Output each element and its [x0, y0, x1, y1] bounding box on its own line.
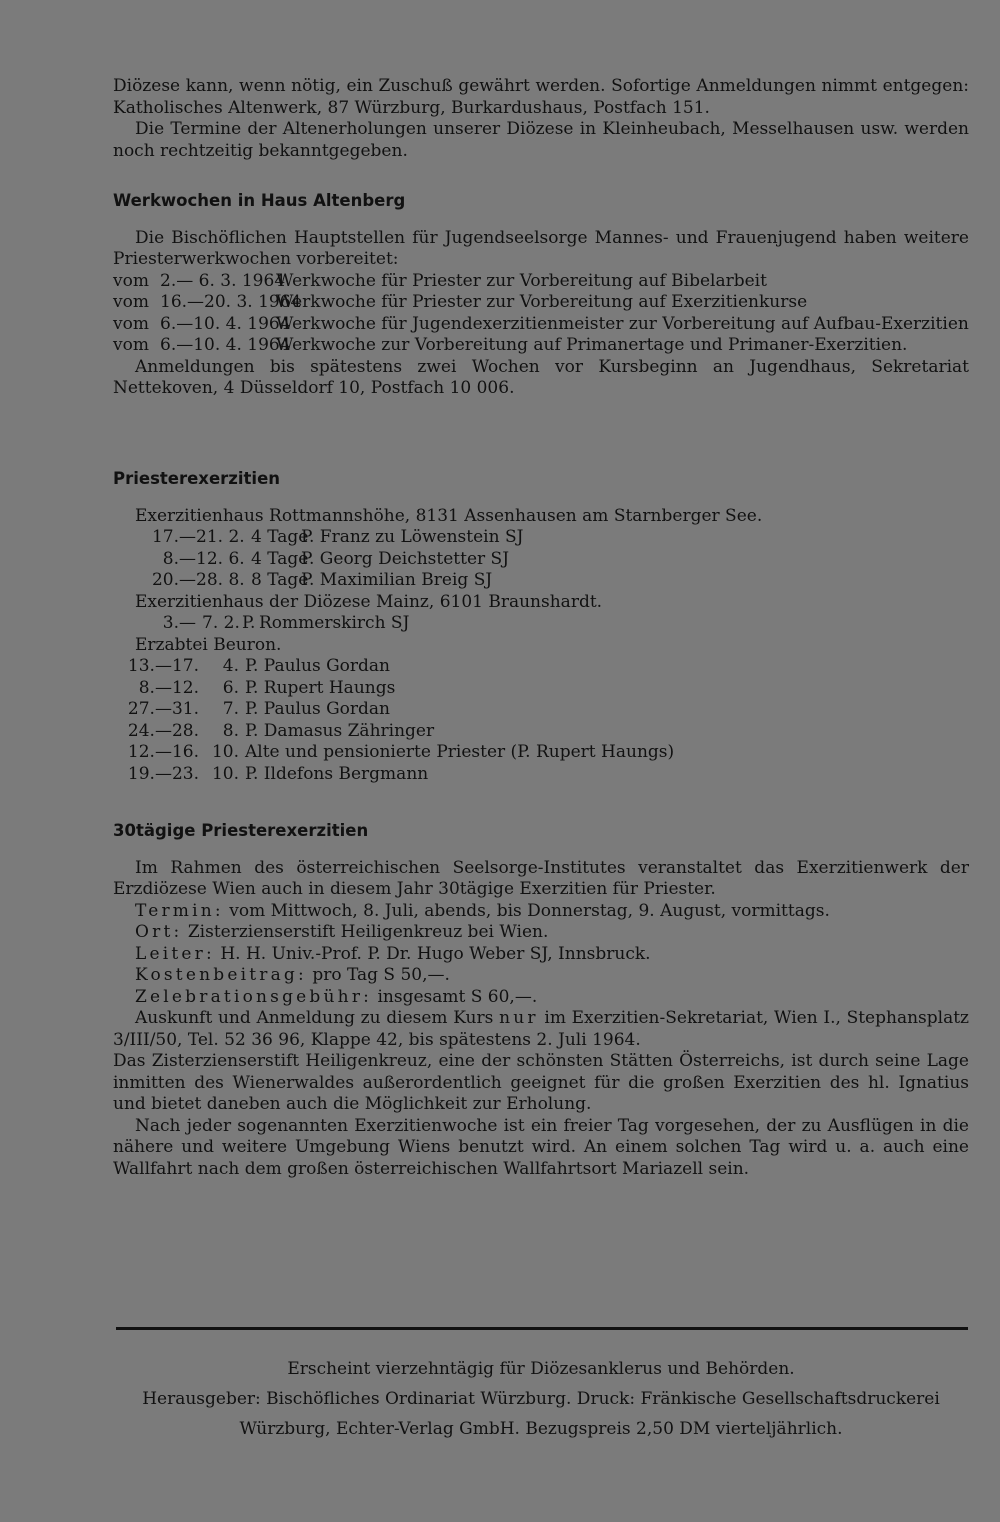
- schedule-vom: vom: [113, 313, 149, 334]
- course-row: [113, 549, 969, 571]
- schedule-row: [113, 335, 969, 357]
- auskunft-b: im Exerzitien-Sekretariat, Wien I., Stephansplatz 3/III/50, Tel. 52 36 96, Klappe 42, bis spätestens 2. Juli 1964.: [113, 1008, 969, 1050]
- course-leader-prefix: P.: [242, 613, 256, 633]
- schedule-desc: Werkwoche für Priester zur Vorbereitung auf Exerzitienkurse: [276, 292, 808, 312]
- footer: [113, 1354, 969, 1444]
- schedule-row: [113, 292, 969, 314]
- course-leader: P. Franz zu Löwenstein SJ: [301, 527, 524, 547]
- course-row: [113, 764, 969, 786]
- course-month: 4.: [222, 656, 239, 676]
- kosten-value: pro Tag S 50,—.: [312, 965, 450, 985]
- course-duration: 4 Tage: [251, 527, 309, 547]
- course-month: 6.: [222, 677, 239, 698]
- intro-section: [113, 76, 969, 162]
- course-leader: Alte und pensionierte Priester (P. Rupert Haungs): [245, 742, 675, 762]
- course-row: [113, 699, 969, 721]
- auskunft-nur: nur: [499, 1008, 539, 1028]
- course-start: 20.—: [151, 570, 196, 590]
- priesterexerzitien-section: [113, 468, 969, 785]
- course-start: 8.—: [162, 548, 196, 569]
- schedule-date: 16.—20. 3. 1964: [160, 292, 302, 312]
- course-leader: Rommerskirch SJ: [259, 613, 410, 633]
- leiter-label: Leiter:: [135, 943, 215, 964]
- course-leader: P. Damasus Zähringer: [245, 720, 435, 741]
- termin-value: vom Mittwoch, 8. Juli, abends, bis Donnerstag, 9. August, vormittags.: [229, 900, 830, 921]
- intro-paragraph-1: Diözese kann, wenn nötig, ein Zuschuß gewährt werden. Sofortige Anmeldungen nimmt entgegen: Katholisches Altenwerk, 87 Würzburg, Burkardushaus, Postfach 151.: [113, 76, 969, 118]
- course-dates: 13.—17.: [127, 656, 199, 676]
- course-dates: 8.—12.: [138, 677, 199, 698]
- werkwochen-heading: Werkwochen in Haus Altenberg: [113, 191, 406, 210]
- ort-line: [113, 922, 969, 944]
- course-leader: P. Paulus Gordan: [245, 656, 390, 676]
- dreissig-section: [113, 820, 969, 1180]
- werkwochen-schedule: [113, 271, 969, 357]
- auskunft-paragraph: [113, 1008, 969, 1051]
- course-month: 10.: [211, 742, 239, 762]
- course-end: 7. 2.: [202, 613, 240, 633]
- course-start: 3.—: [162, 613, 196, 633]
- course-end: 28. 8.: [196, 570, 245, 590]
- werkwochen-intro: Die Bischöflichen Hauptstellen für Jugendseelsorge Mannes- und Frauenjugend haben weitere Priesterwerkwochen vorbereitet:: [113, 227, 969, 269]
- course-dates: 12.—16.: [127, 742, 199, 762]
- schedule-desc: Werkwoche für Priester zur Vorbereitung auf Bibelarbeit: [276, 270, 767, 291]
- ort-value: Zisterzienserstift Heiligenkreuz bei Wien.: [187, 922, 549, 942]
- course-start: 17.—: [151, 527, 196, 547]
- footer-line-2: Herausgeber: Bischöfliches Ordinariat Würzburg. Druck: Fränkische Gesellschaftsdruckerei Würzburg, Echter-Verlag GmbH. Bezugspreis 2,50 DM vierteljährlich.: [142, 1389, 940, 1439]
- ausflug-paragraph: Nach jeder sogenannten Exerzitienwoche ist ein freier Tag vorgesehen, der zu Ausflügen in die nähere und weitere Umgebung Wiens benutzt wird. An einem solchen Tag wird u. a. auch eine Wallfahrt nach dem großen österreichischen Wallfahrtsort Mariazell sein.: [113, 1115, 969, 1179]
- zeleb-value: insgesamt S 60,—.: [377, 986, 538, 1007]
- heiligenkreuz-paragraph: Das Zisterzienserstift Heiligenkreuz, eine der schönsten Stätten Österreichs, ist durch seine Lage inmitten des Wienerwaldes außerordentlich geeignet für die großen Exerzitien des hl. Ignatius und bietet daneben auch die Möglichkeit zur Erholung.: [113, 1051, 969, 1114]
- course-month: 10.: [211, 763, 239, 784]
- course-row: [113, 527, 969, 549]
- dreissig-intro: Im Rahmen des österreichischen Seelsorge-Institutes veranstaltet das Exerzitienwerk der Erzdiözese Wien auch in diesem Jahr 30tägige Exerzitien für Priester.: [113, 857, 969, 899]
- werkwochen-section: [113, 190, 969, 400]
- course-row: [113, 656, 969, 678]
- course-row: [113, 613, 969, 635]
- footer-divider: [116, 1327, 968, 1330]
- course-row: [113, 742, 969, 764]
- footer-line-1: Erscheint vierzehntägig für Diözesanklerus und Behörden.: [287, 1359, 795, 1379]
- zeleb-line: [113, 987, 969, 1009]
- schedule-row: [113, 314, 969, 336]
- course-row: [113, 721, 969, 743]
- termin-line: [113, 901, 969, 923]
- schedule-desc: Werkwoche zur Vorbereitung auf Primanertage und Primaner-Exerzitien.: [276, 335, 908, 355]
- schedule-vom: vom: [113, 270, 149, 291]
- house-braunshardt: Exerzitienhaus der Diözese Mainz, 6101 Braunshardt.: [135, 591, 603, 612]
- house-beuron: Erzabtei Beuron.: [135, 634, 282, 655]
- dreissig-heading: 30tägige Priesterexerzitien: [113, 821, 369, 840]
- auskunft-a: Auskunft und Anmeldung zu diesem Kurs: [135, 1008, 494, 1028]
- course-leader: P. Maximilian Breig SJ: [301, 570, 493, 590]
- course-row: [113, 570, 969, 592]
- leiter-line: [113, 944, 969, 966]
- course-month: 7.: [222, 699, 239, 719]
- course-leader: P. Ildefons Bergmann: [245, 763, 429, 784]
- house-rottmannshoehe: Exerzitienhaus Rottmannshöhe, 8131 Assenhausen am Starnberger See.: [135, 505, 763, 526]
- schedule-date: 6.—10. 4. 1964: [160, 313, 291, 334]
- course-duration: 8 Tage: [251, 570, 309, 590]
- course-dates: 27.—31.: [127, 699, 199, 719]
- leiter-value: H. H. Univ.-Prof. P. Dr. Hugo Weber SJ, Innsbruck.: [220, 943, 651, 964]
- course-duration: 4 Tage: [251, 548, 309, 569]
- schedule-vom: vom: [113, 335, 149, 355]
- schedule-row: [113, 271, 969, 293]
- zeleb-label: Zelebrationsgebühr:: [135, 986, 373, 1007]
- werkwochen-anmeldung: Anmeldungen bis spätestens zwei Wochen vor Kursbeginn an Jugendhaus, Sekretariat Nettekoven, 4 Düsseldorf 10, Postfach 10 006.: [113, 356, 969, 398]
- course-end: 21. 2.: [196, 527, 245, 547]
- course-leader: P. Paulus Gordan: [245, 699, 390, 719]
- schedule-desc: Werkwoche für Jugendexerzitienmeister zur Vorbereitung auf Aufbau-Exerzitien: [276, 313, 969, 334]
- schedule-date: 2.— 6. 3. 1964: [160, 270, 286, 291]
- course-dates: 19.—23.: [127, 763, 199, 784]
- course-row: [113, 678, 969, 700]
- kosten-line: [113, 965, 969, 987]
- course-month: 8.: [222, 720, 239, 741]
- course-end: 12. 6.: [196, 548, 245, 569]
- course-leader: P. Rupert Haungs: [245, 677, 396, 698]
- course-leader: P. Georg Deichstetter SJ: [301, 548, 510, 569]
- intro-paragraph-2: Die Termine der Altenerholungen unserer Diözese in Kleinheubach, Messelhausen usw. werden noch rechtzeitig bekanntgegeben.: [113, 119, 969, 161]
- kosten-label: Kostenbeitrag:: [135, 965, 307, 985]
- termin-label: Termin:: [135, 900, 224, 921]
- schedule-date: 6.—10. 4. 1964: [160, 335, 291, 355]
- schedule-vom: vom: [113, 292, 149, 312]
- course-dates: 24.—28.: [127, 720, 199, 741]
- priesterexerzitien-heading: Priesterexerzitien: [113, 469, 281, 488]
- ort-label: Ort:: [135, 922, 183, 942]
